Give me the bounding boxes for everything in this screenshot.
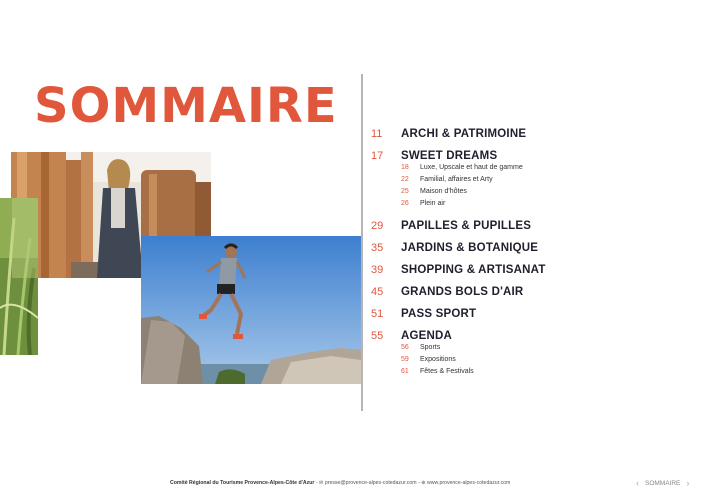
toc-sub-title: Plein air	[420, 200, 446, 207]
toc-sub-title: Expositions	[420, 356, 456, 363]
toc-page-number: 55	[371, 330, 384, 342]
globe-icon: ⊕	[421, 480, 426, 486]
toc-subsection[interactable]	[401, 164, 701, 176]
toc-section-title: SHOPPING & ARTISANAT	[401, 264, 546, 276]
email-icon: ✉	[319, 480, 324, 486]
runner-photo	[141, 236, 361, 384]
toc-page-number: 11	[371, 128, 383, 140]
toc-section[interactable]	[371, 308, 701, 320]
toc-sub-title: Familial, affaires et Arty	[420, 176, 493, 183]
sommaire-nav	[636, 478, 689, 488]
toc-section-title: SWEET DREAMS	[401, 150, 498, 162]
toc-section-title: PASS SPORT	[401, 308, 477, 320]
toc-section[interactable]	[371, 286, 701, 298]
table-of-contents	[371, 128, 701, 380]
toc-subsection[interactable]	[401, 200, 701, 212]
toc-sub-page-number: 25	[401, 188, 409, 195]
toc-sub-title: Fêtes & Festivals	[420, 368, 474, 375]
toc-section-title: PAPILLES & PUPILLES	[401, 220, 532, 232]
toc-sub-page-number: 18	[401, 164, 409, 171]
toc-section-title: ARCHI & PATRIMOINE	[401, 128, 527, 140]
toc-sub-page-number: 61	[401, 368, 409, 375]
toc-subsection[interactable]	[401, 188, 701, 200]
plants-photo	[0, 198, 38, 355]
footer-separator: -	[418, 480, 422, 486]
toc-page-number: 39	[371, 264, 384, 276]
toc-sub-title: Maison d'hôtes	[420, 188, 467, 195]
chevron-right-icon[interactable]: ›	[686, 478, 690, 488]
toc-section[interactable]	[371, 264, 701, 276]
toc-sub-page-number: 56	[401, 344, 409, 351]
page-title: SOMMAIRE	[34, 78, 338, 134]
toc-page-number: 35	[371, 242, 384, 254]
footer-separator: -	[315, 480, 320, 486]
toc-section[interactable]	[371, 150, 701, 212]
footer-website[interactable]: www.provence-alpes-cotedazur.com	[427, 480, 511, 486]
toc-section-title: AGENDA	[401, 330, 453, 342]
toc-subsection[interactable]	[401, 356, 701, 368]
toc-section[interactable]	[371, 220, 701, 232]
chevron-left-icon[interactable]: ‹	[636, 478, 639, 488]
toc-page-number: 51	[371, 308, 384, 320]
toc-section-title: GRANDS BOLS D'AIR	[401, 286, 524, 298]
toc-sub-page-number: 26	[401, 200, 409, 207]
footer-email[interactable]: presse@provence-alpes-cotedazur.com	[324, 480, 417, 486]
toc-sub-page-number: 59	[401, 356, 409, 363]
toc-section-title: JARDINS & BOTANIQUE	[401, 242, 539, 254]
toc-subsection[interactable]	[401, 176, 701, 188]
toc-section[interactable]	[371, 128, 701, 140]
toc-subsection[interactable]	[401, 344, 701, 356]
toc-page-number: 45	[371, 286, 384, 298]
sommaire-nav-label[interactable]: SOMMAIRE	[645, 479, 681, 487]
toc-page-number: 29	[371, 220, 384, 232]
vertical-divider	[361, 74, 363, 411]
footer-organization: Comité Régional du Tourisme Provence-Alpes-Côte d'Azur	[170, 480, 315, 486]
toc-page-number: 17	[371, 150, 384, 162]
toc-sub-title: Luxe, Upscale et haut de gamme	[420, 164, 523, 171]
toc-subsection[interactable]	[401, 368, 701, 380]
toc-section[interactable]	[371, 242, 701, 254]
footer	[170, 480, 510, 486]
toc-section[interactable]	[371, 330, 701, 380]
toc-sub-page-number: 22	[401, 176, 409, 183]
toc-sub-title: Sports	[420, 344, 441, 351]
